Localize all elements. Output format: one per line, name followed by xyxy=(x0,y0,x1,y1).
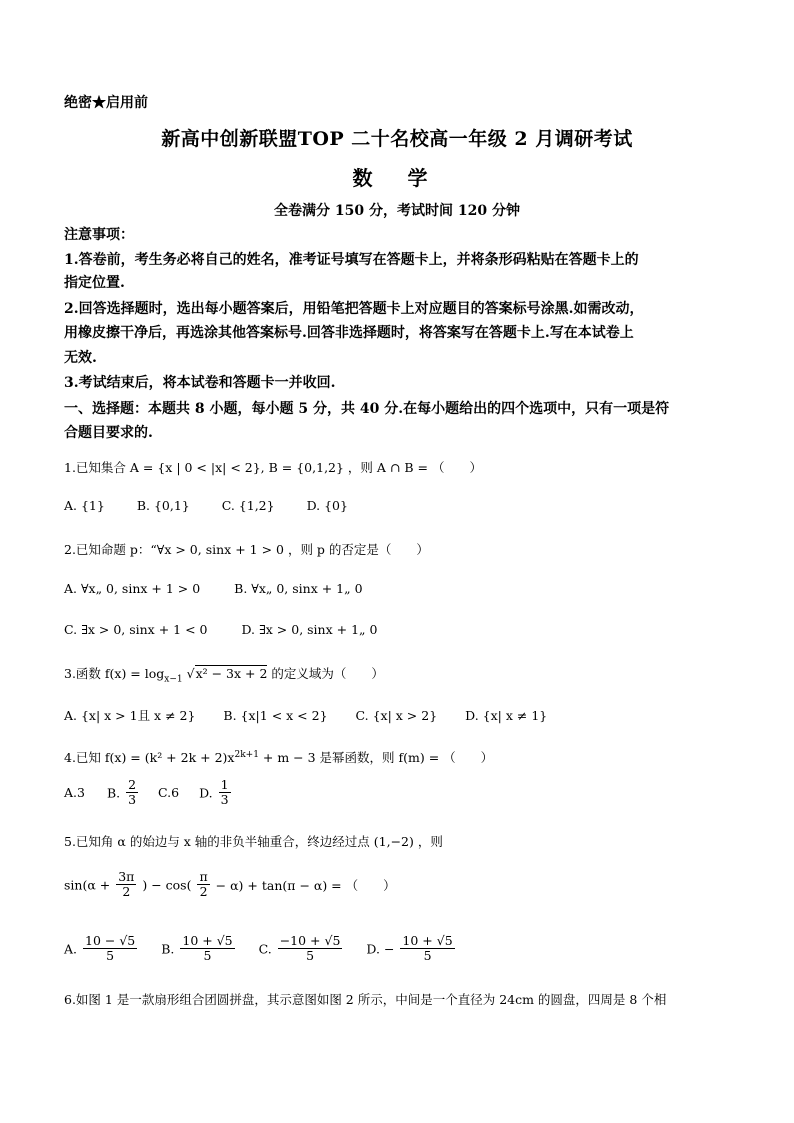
fraction-denominator: 2 xyxy=(199,884,208,900)
question-3-options xyxy=(64,706,575,724)
option-c: C.6 xyxy=(158,785,180,801)
q4-stem-a: 4.已知 f(x) = (k² + 2k + 2)x xyxy=(64,750,235,765)
question-6-stem: 6.如图 1 是一款扇形组合团圆拼盘，其示意图如图 2 所示，中间是一个直径为 24cm 的圆盘，四周是 8 个相 xyxy=(64,992,667,1007)
option-d-fraction xyxy=(219,778,231,808)
q5-expr-a: sin(α + xyxy=(64,877,115,893)
option-b-label: B. xyxy=(161,941,175,957)
option-a-label: A. xyxy=(64,941,78,957)
option-d: D. {x| x ≠ 1} xyxy=(465,708,548,723)
q4-stem-b: + m − 3 是幂函数，则 f(m) = （ ） xyxy=(258,750,494,765)
notes-line: 无效. xyxy=(64,350,97,366)
question-5-stem: 5.已知角 α 的始边与 x 轴的非负半轴重合，终边经过点 (1,−2) ，则 xyxy=(64,834,443,849)
option-d: D. ∃x > 0, sinx + 1„ 0 xyxy=(241,622,378,637)
section-heading: 一、选择题：本题共 8 小题，每小题 5 分，共 40 分.在每小题给出的四个选项中，只有一项是符 xyxy=(64,401,670,417)
option-d: D. {0} xyxy=(306,498,348,513)
q5-expr-c: − α) + tan(π − α) = （ ） xyxy=(215,877,396,893)
option-d-sign: − xyxy=(383,941,395,957)
option-d-label: D. xyxy=(366,941,380,957)
option-d-fraction xyxy=(400,934,454,964)
option-c-label: C. xyxy=(258,941,272,957)
q4-exponent: 2k+1 xyxy=(234,749,259,760)
option-b: B. ∀x„ 0, sinx + 1„ 0 xyxy=(234,581,363,596)
option-d-label: D. xyxy=(199,785,213,801)
secret-label: 绝密★启用前 xyxy=(64,95,148,111)
fraction-numerator: 10 + √5 xyxy=(402,933,453,948)
question-4-stem xyxy=(64,748,493,766)
option-b-label: B. xyxy=(106,785,121,801)
fraction-numerator: 10 + √5 xyxy=(182,933,233,948)
option-a: A. ∀x„ 0, sinx + 1 > 0 xyxy=(64,581,201,596)
question-5-expression xyxy=(64,870,396,900)
question-2-options-row1 xyxy=(64,581,391,596)
fraction-denominator: 5 xyxy=(203,948,212,964)
question-2-options-row2 xyxy=(64,622,405,637)
fraction-denominator: 5 xyxy=(423,948,432,964)
option-b: B. {x|1 < x < 2} xyxy=(223,708,328,723)
q5-fraction-2 xyxy=(197,870,209,900)
fraction-numerator: 3π xyxy=(118,869,135,884)
question-4-options xyxy=(64,778,233,808)
option-a: A. {x| x > 1且 x ≠ 2} xyxy=(64,708,196,723)
q3-radicand: x² − 3x + 2 xyxy=(195,666,268,681)
option-c: C. ∃x > 0, sinx + 1 < 0 xyxy=(64,622,208,637)
q5-fraction-1 xyxy=(116,870,136,900)
question-1-stem: 1.已知集合 A = {x | 0 < |x| < 2}, B = {0,1,2} ，则 A ∩ B = （ ） xyxy=(64,460,482,475)
fraction-denominator: 2 xyxy=(122,884,131,900)
exam-title: 新高中创新联盟TOP 二十名校高一年级 2 月调研考试 xyxy=(161,128,633,150)
option-c: C. {x| x > 2} xyxy=(355,708,438,723)
option-b-fraction xyxy=(180,934,234,964)
option-a: A.3 xyxy=(64,785,85,801)
notes-line: 1.答卷前，考生务必将自己的姓名，准考证号填写在答题卡上，并将条形码粘贴在答题卡上的 xyxy=(64,252,639,268)
option-b-fraction xyxy=(126,778,138,808)
fraction-numerator: 10 − √5 xyxy=(85,933,136,948)
question-3-stem: 3.函数 $f(x) = \log_{x-1} √x^2 - 3x + 2$ 的定义域为（ ） xyxy=(64,666,384,685)
notes-line: 用橡皮擦干净后，再选涂其他答案标号.回答非选择题时，将答案写在答题卡上.写在本试卷上 xyxy=(64,325,634,341)
fraction-numerator: π xyxy=(199,869,208,884)
notes-line: 指定位置. xyxy=(64,275,125,291)
fraction-numerator: 2 xyxy=(128,777,137,792)
section-heading-cont: 合题目要求的. xyxy=(64,425,153,441)
q5-expr-b: ) − cos( xyxy=(142,877,192,893)
fraction-numerator: −10 + √5 xyxy=(279,933,341,948)
option-c-fraction xyxy=(278,934,343,964)
option-c: C. {1,2} xyxy=(221,498,275,513)
q3-stem-tail: 的定义域为（ ） xyxy=(267,666,384,681)
question-1-options xyxy=(64,498,376,513)
question-2-stem: 2.已知命题 p：“∀x > 0, sinx + 1 > 0 ，则 p 的否定是（ ） xyxy=(64,542,429,557)
option-a: A. {1} xyxy=(64,498,105,513)
subject-title: 数 学 xyxy=(352,166,442,190)
fraction-denominator: 3 xyxy=(220,792,229,808)
q3-stem-main: 3.函数 f(x) = log xyxy=(64,666,165,681)
q3-log-base: x−1 xyxy=(164,674,183,685)
score-time: 全卷满分 150 分，考试时间 120 分钟 xyxy=(274,203,520,219)
option-b: B. {0,1} xyxy=(136,498,190,513)
fraction-numerator: 1 xyxy=(220,777,229,792)
option-a-fraction xyxy=(83,934,137,964)
fraction-denominator: 5 xyxy=(106,948,115,964)
notes-line: 2.回答选择题时，选出每小题答案后，用铅笔把答题卡上对应题目的答案标号涂黑.如需改动， xyxy=(64,301,644,317)
fraction-denominator: 3 xyxy=(128,792,137,808)
fraction-denominator: 5 xyxy=(306,948,315,964)
notes-line: 3.考试结束后，将本试卷和答题卡一并收回. xyxy=(64,375,336,391)
question-5-options xyxy=(64,934,457,964)
notes-heading: 注意事项： xyxy=(64,227,134,243)
